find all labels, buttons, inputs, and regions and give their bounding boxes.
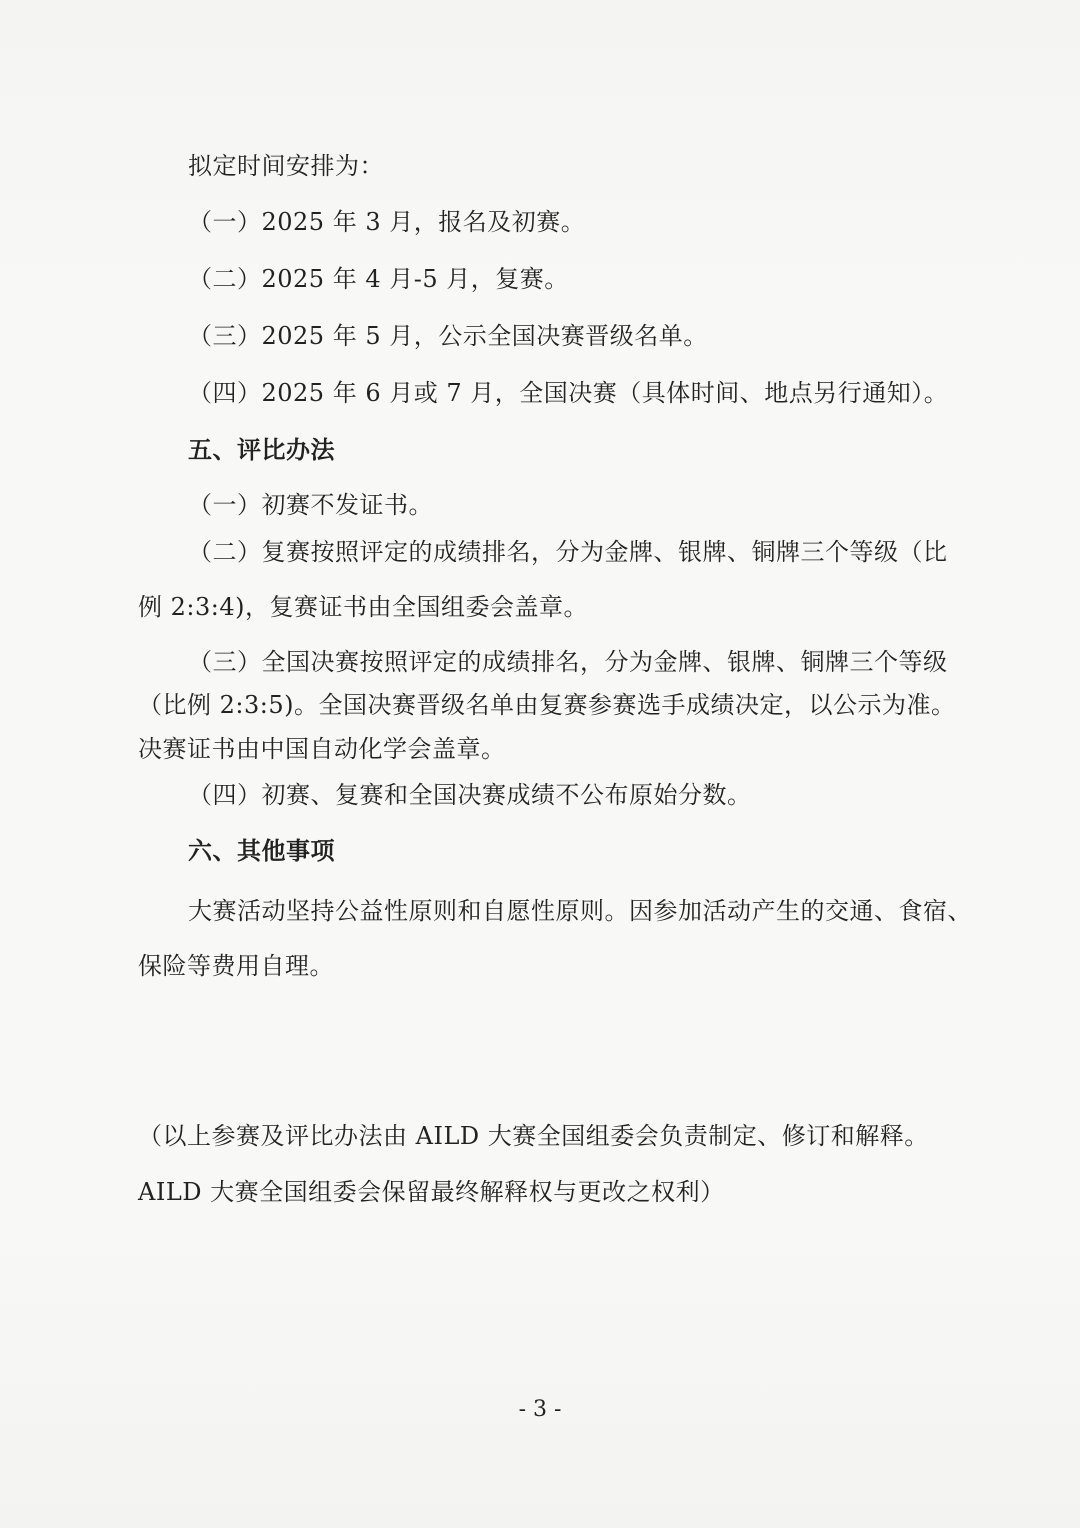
page-number: - 3 - bbox=[518, 1397, 562, 1422]
schedule-item-4: （四）2025 年 6 月或 7 月，全国决赛（具体时间、地点另行通知）。 bbox=[188, 379, 949, 407]
rule-item-3-line-1: （三）全国决赛按照评定的成绩排名，分为金牌、银牌、铜牌三个等级 bbox=[188, 648, 948, 676]
schedule-item-3: （三）2025 年 5 月，公示全国决赛晋级名单。 bbox=[188, 322, 708, 350]
rule-item-3-line-3: 决赛证书由中国自动化学会盖章。 bbox=[138, 735, 506, 763]
rule-item-3-line-2: （比例 2:3:5)。全国决赛晋级名单由复赛参赛选手成绩决定，以公示为准。 bbox=[138, 691, 956, 719]
note-line-1: （以上参赛及评比办法由 AILD 大赛全国组委会负责制定、修订和解释。 bbox=[138, 1122, 929, 1150]
schedule-item-2: （二）2025 年 4 月-5 月，复赛。 bbox=[188, 265, 569, 293]
rule-item-2-line-1: （二）复赛按照评定的成绩排名，分为金牌、银牌、铜牌三个等级（比 bbox=[188, 538, 948, 566]
note-line-2: AILD 大赛全国组委会保留最终解释权与更改之权利） bbox=[138, 1178, 725, 1206]
section-5-heading: 五、评比办法 bbox=[188, 436, 335, 464]
other-matters-line-1: 大赛活动坚持公益性原则和自愿性原则。因参加活动产生的交通、食宿、 bbox=[188, 897, 972, 925]
schedule-intro: 拟定时间安排为： bbox=[188, 152, 384, 180]
rule-item-1: （一）初赛不发证书。 bbox=[188, 491, 433, 519]
rule-item-4: （四）初赛、复赛和全国决赛成绩不公布原始分数。 bbox=[188, 781, 752, 809]
section-6-heading: 六、其他事项 bbox=[188, 837, 335, 865]
schedule-item-1: （一）2025 年 3 月，报名及初赛。 bbox=[188, 208, 586, 236]
other-matters-line-2: 保险等费用自理。 bbox=[138, 952, 334, 980]
rule-item-2-line-2: 例 2:3:4)，复赛证书由全国组委会盖章。 bbox=[138, 593, 588, 621]
